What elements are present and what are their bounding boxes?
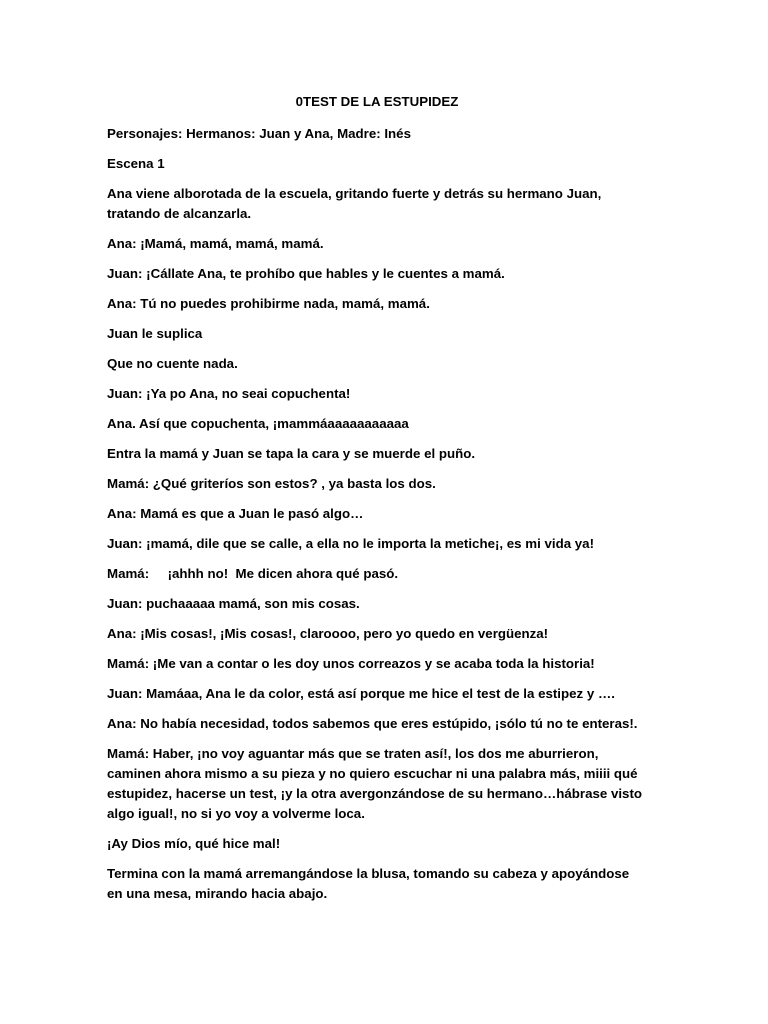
- document-page: [107, 92, 647, 914]
- dialogue-line: Mamá: ¡ahhh no! Me dicen ahora qué pasó.: [107, 566, 399, 581]
- paragraph-scene: Escena 1: [107, 156, 165, 171]
- stage-direction-line: Termina con la mamá arremangándose la blusa, tomando su cabeza y apoyándose en una mesa, mirando hacia abajo.: [107, 866, 630, 901]
- dialogue-line: Ana: No había necesidad, todos sabemos que eres estúpido, ¡sólo tú no te enteras!.: [107, 716, 638, 731]
- stage-direction-line: Entra la mamá y Juan se tapa la cara y se muerde el puño.: [107, 446, 476, 461]
- dialogue-line: Juan: ¡mamá, dile que se calle, a ella no le importa la metiche¡, es mi vida ya!: [107, 536, 594, 551]
- paragraph-characters: Personajes: Hermanos: Juan y Ana, Madre: Inés: [107, 126, 411, 141]
- dialogue-line: Juan: ¡Ya po Ana, no seai copuchenta!: [107, 386, 351, 401]
- dialogue-line: Ana: Tú no puedes prohibirme nada, mamá, mamá.: [107, 296, 430, 311]
- dialogue-line: Juan: ¡Cállate Ana, te prohíbo que hables y le cuentes a mamá.: [107, 266, 505, 281]
- dialogue-line: Ana: ¡Mamá, mamá, mamá, mamá.: [107, 236, 324, 251]
- dialogue-line: ¡Ay Dios mío, qué hice mal!: [107, 836, 281, 851]
- dialogue-line: Juan: puchaaaaa mamá, son mis cosas.: [107, 596, 360, 611]
- dialogue-line: Juan: Mamáaa, Ana le da color, está así porque me hice el test de la estipez y ….: [107, 686, 615, 701]
- document-title: 0TEST DE LA ESTUPIDEZ: [295, 94, 459, 109]
- dialogue-line: Mamá: ¡Me van a contar o les doy unos correazos y se acaba toda la historia!: [107, 656, 595, 671]
- dialogue-line: Ana: ¡Mis cosas!, ¡Mis cosas!, claroooo, pero yo quedo en vergüenza!: [107, 626, 549, 641]
- dialogue-line: Ana: Mamá es que a Juan le pasó algo…: [107, 506, 364, 521]
- dialogue-line: Mamá: Haber, ¡no voy aguantar más que se traten así!, los dos me aburrieron, caminen ahora mismo a su pieza y no quiero escuchar ni una palabra más, miiii qué estupidez, hacerse un test, ¡y la otra avergonzándose de su hermano…hábrase visto algo igual!, no si yo voy a volverme loca.: [107, 746, 642, 821]
- dialogue-line: Ana. Así que copuchenta, ¡mammáaaaaaaaaaaa: [107, 416, 409, 431]
- stage-direction-line: Juan le suplica: [107, 326, 203, 341]
- paragraph-stage-direction: Ana viene alborotada de la escuela, gritando fuerte y detrás su hermano Juan, tratando de alcanzarla.: [107, 186, 602, 221]
- dialogue-line: Mamá: ¿Qué griteríos son estos? , ya basta los dos.: [107, 476, 436, 491]
- stage-direction-line: Que no cuente nada.: [107, 356, 238, 371]
